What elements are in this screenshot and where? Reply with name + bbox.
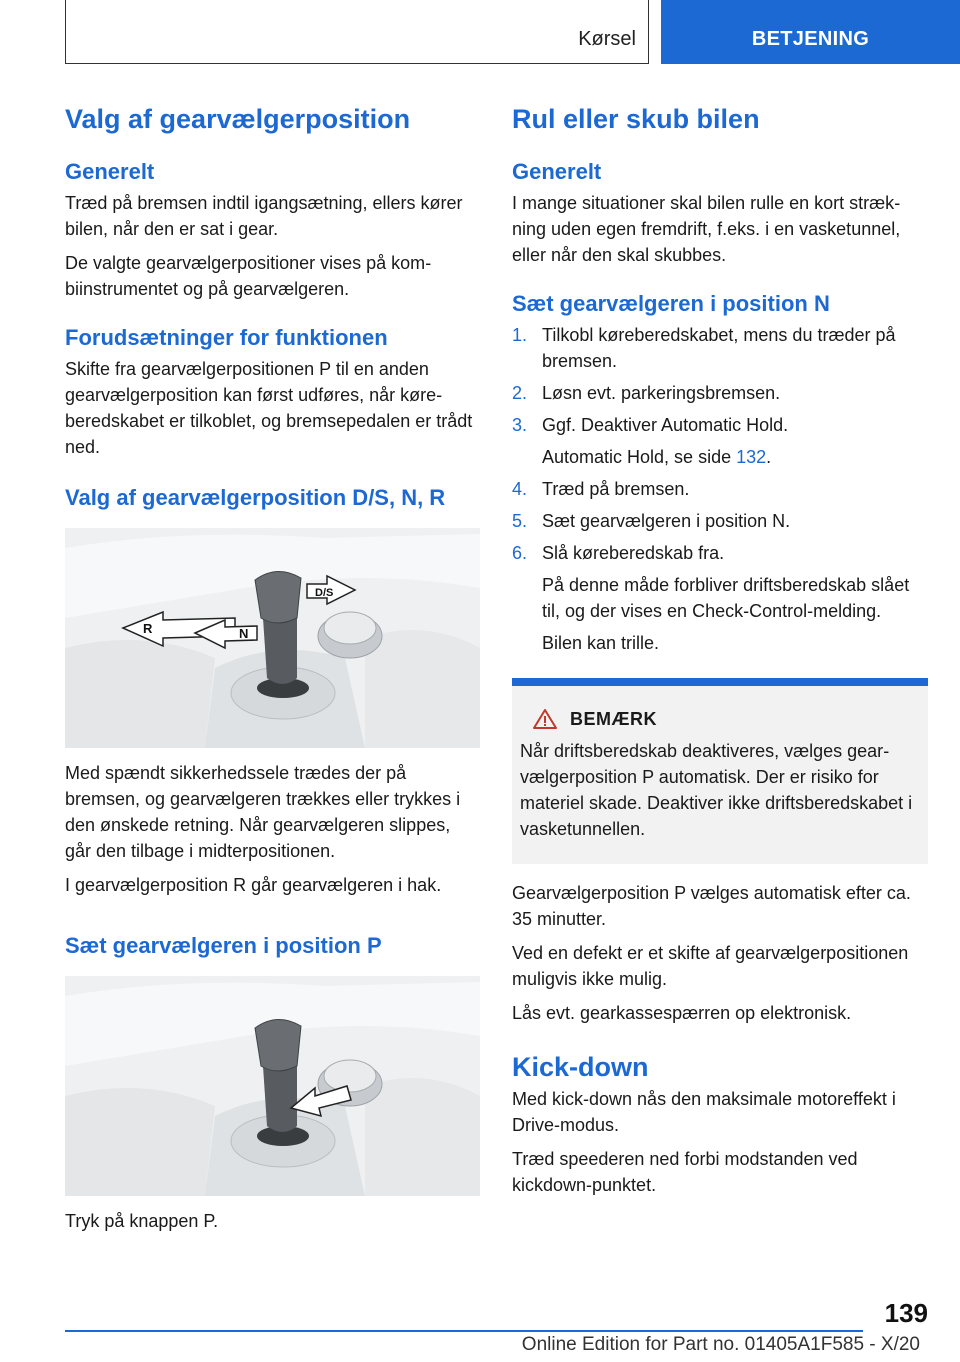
step-number: 2. — [512, 383, 528, 403]
figure-label-ds: D/S — [315, 587, 334, 599]
left-general-p2: De valgte gearvælgerpositioner vises på kombiinstrumentet og på gearvælgeren. — [65, 253, 432, 299]
list-item — [512, 380, 928, 406]
header-section-title: Kørsel — [578, 28, 636, 50]
steps-list-continued — [512, 476, 928, 566]
step-text: Slå køreberedskab fra. — [542, 543, 725, 563]
step3-subtext — [512, 444, 928, 470]
step6-subtext-1: På denne måde forbliver driftsberedskab slået til, og der vises en Check-Control-melding. — [542, 575, 910, 621]
warning-triangle-icon — [532, 708, 558, 730]
right-n-heading: Sæt gearvælgeren i position N — [512, 291, 830, 316]
notice-title: BEMÆRK — [570, 708, 657, 729]
step-number: 1. — [512, 325, 528, 345]
list-item — [512, 412, 928, 438]
left-general-heading: Generelt — [65, 159, 155, 184]
list-item — [512, 476, 928, 502]
gear-selector-p-illustration — [65, 976, 480, 1196]
left-general-p1: Træd på bremsen indtil igangsætning, ellers kører bilen, når den er sat i gear. — [65, 193, 463, 239]
left-prereq-heading: Forudsætninger for funktionen — [65, 325, 388, 350]
page-number: 139 — [884, 1298, 928, 1328]
step-text: Løsn evt. parkeringsbremsen. — [542, 383, 781, 403]
notice-text: Når driftsberedskab deaktiveres, vælges gearvælgerposition P automatisk. Der er risiko for materiel skade. Deaktiver ikke driftsberedskabet i vasketunnellen. — [520, 741, 913, 839]
list-item — [512, 508, 928, 534]
left-dsnr-p2: I gearvælgerposition R går gearvælgeren i hak. — [65, 875, 442, 895]
right-after-p3: Lås evt. gearkassespærren op elektronisk. — [512, 1003, 852, 1023]
list-item — [512, 540, 928, 566]
footer-edition: Online Edition for Part no. 01405A1F585 - X/20 — [521, 1334, 920, 1355]
notice-box — [512, 678, 928, 864]
right-general-heading: Generelt — [512, 159, 602, 184]
step3-subtext-prefix: Automatic Hold, se side — [542, 447, 737, 467]
left-title: Valg af gearvælgerposition — [65, 104, 411, 134]
right-kick-p2: Træd speederen ned forbi modstanden ved kickdown-punktet. — [512, 1149, 858, 1195]
figure-label-r: R — [143, 621, 153, 636]
left-p-heading: Sæt gearvælgeren i position P — [65, 933, 382, 958]
step-text: Ggf. Deaktiver Automatic Hold. — [542, 415, 789, 435]
left-dsnr-heading: Valg af gearvælgerposition D/S, N, R — [65, 485, 446, 510]
list-item — [512, 322, 928, 374]
left-p-caption: Tryk på knappen P. — [65, 1211, 219, 1231]
right-title: Rul eller skub bilen — [512, 104, 760, 134]
step3-subtext-suffix: . — [766, 447, 772, 467]
notice-header — [532, 708, 920, 730]
left-column — [65, 100, 480, 1234]
page-link[interactable]: 132 — [736, 447, 767, 467]
step-number: 3. — [512, 415, 528, 435]
gear-selector-figure-p — [65, 976, 480, 1196]
gear-selector-figure-dsnr — [65, 528, 480, 748]
header-chapter-tab — [661, 0, 960, 64]
right-after-p2: Ved en defekt er et skifte af gearvælgerpositionen muligvis ikke mulig. — [512, 943, 909, 989]
left-dsnr-p1: Med spændt sikkerhedssele trædes der på bremsen, og gearvælgeren trækkes eller trykkes i den ønskede retning. Når gearvælgeren slippes, går den tilbage i midterpositionen. — [65, 763, 461, 861]
gear-selector-illustration — [65, 528, 480, 748]
figure-label-n: N — [239, 626, 249, 641]
right-after-p1: Gearvælgerposition P vælges automatisk efter ca. 35 minutter. — [512, 883, 911, 929]
step-text: Tilkobl køreberedskabet, mens du træder på bremsen. — [542, 325, 896, 371]
step-text: Træd på bremsen. — [542, 479, 690, 499]
right-general-p: I mange situationer skal bilen rulle en kort strækning uden egen fremdrift, f.eks. i en vasketunnel, eller når den skal skubbes. — [512, 193, 901, 265]
step-number: 4. — [512, 479, 528, 499]
header-chapter-title: BETJENING — [751, 28, 870, 50]
header-section-box — [65, 0, 649, 64]
left-prereq-p: Skifte fra gearvælgerpositionen P til en anden gearvælgerposition kan først udføres, når køreberedskabet er tilkoblet, og bremsepedalen er trådt ned. — [65, 359, 473, 457]
right-kick-heading: Kick-down — [512, 1052, 649, 1082]
step-number: 6. — [512, 543, 528, 563]
steps-list — [512, 322, 928, 438]
footer-divider — [65, 1330, 863, 1332]
step6-subtext-2: Bilen kan trille. — [542, 633, 660, 653]
step-number: 5. — [512, 511, 528, 531]
right-kick-p1: Med kick-down nås den maksimale motoreffekt i Drive-modus. — [512, 1089, 896, 1135]
step-text: Sæt gearvælgeren i position N. — [542, 511, 791, 531]
right-column — [512, 100, 928, 1198]
